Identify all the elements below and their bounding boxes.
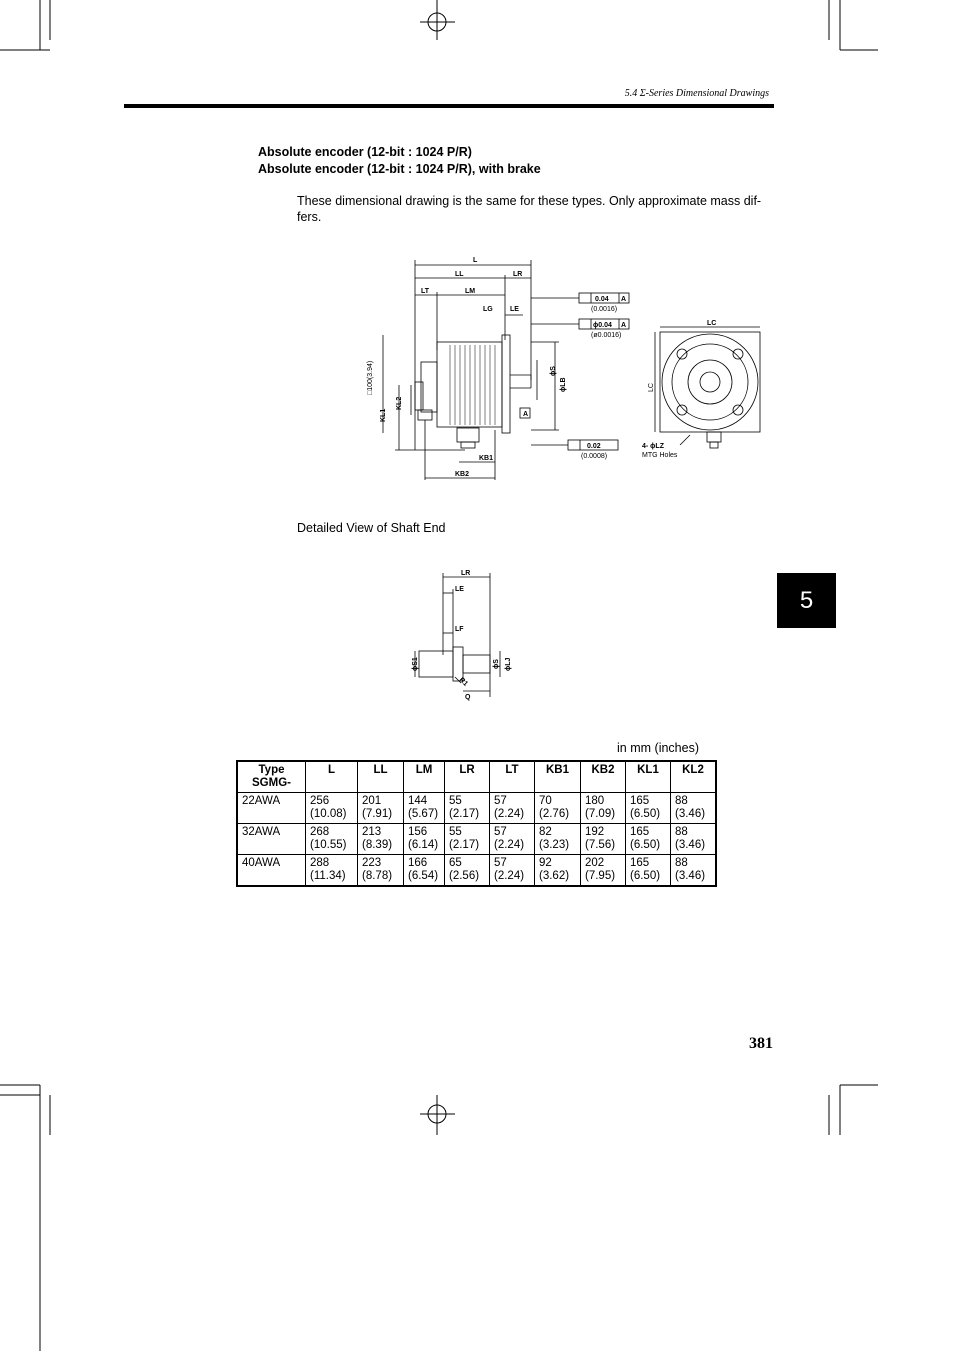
- table-cell: 88 (3.46): [671, 793, 717, 824]
- table-cell: 55 (2.17): [445, 793, 490, 824]
- dim-S: ϕS: [550, 366, 557, 376]
- table-row: [237, 855, 716, 887]
- shaft-LR: LR: [461, 570, 471, 577]
- dim-box: □100(3.94): [367, 360, 374, 395]
- table-cell: 201 (7.91): [358, 793, 404, 824]
- section-title-2: Absolute encoder (12-bit : 1024 P/R), with brake: [258, 162, 541, 176]
- col-KB1: KB1: [535, 761, 581, 793]
- dim-LC: LC: [707, 320, 717, 327]
- datum-A: A: [523, 411, 529, 418]
- table-cell: 57 (2.24): [490, 855, 535, 887]
- tol-concentricity-ref: A: [621, 322, 627, 329]
- dim-LC-side: LC: [648, 383, 655, 392]
- table-cell: 192 (7.56): [581, 824, 626, 855]
- shaft-LE: LE: [455, 586, 464, 593]
- dim-KL2: KL2: [396, 396, 403, 410]
- table-cell: 256 (10.08): [306, 793, 358, 824]
- chapter-tab: 5: [777, 573, 836, 628]
- col-L: L: [306, 761, 358, 793]
- dim-LT: LT: [421, 288, 430, 295]
- table-cell: 65 (2.56): [445, 855, 490, 887]
- shaft-LJ: ϕLJ: [505, 657, 512, 671]
- table-cell: 288 (11.34): [306, 855, 358, 887]
- table-cell: 268 (10.55): [306, 824, 358, 855]
- dim-KL1: KL1: [380, 408, 387, 422]
- tol-concentricity-in: (ø0.0016): [591, 332, 622, 339]
- table-row: [237, 793, 716, 824]
- dim-LM: LM: [465, 288, 476, 295]
- table-cell: 165 (6.50): [626, 824, 671, 855]
- intro-paragraph: These dimensional drawing is the same for these types. Only approximate mass dif-fers.: [297, 194, 762, 224]
- table-cell: 55 (2.17): [445, 824, 490, 855]
- table-cell: 213 (8.39): [358, 824, 404, 855]
- table-cell: 40AWA: [237, 855, 306, 887]
- tol-perpendicularity-ref: A: [621, 296, 627, 303]
- dim-LE: LE: [510, 306, 519, 313]
- shaft-LF: LF: [455, 626, 464, 633]
- table-cell: 82 (3.23): [535, 824, 581, 855]
- dim-L: L: [473, 257, 478, 264]
- units-note: in mm (inches): [617, 741, 699, 755]
- table-cell: 144 (5.67): [404, 793, 445, 824]
- table-cell: 92 (3.62): [535, 855, 581, 887]
- dim-KB1: KB1: [479, 455, 494, 462]
- table-cell: 57 (2.24): [490, 793, 535, 824]
- table-cell: 156 (6.14): [404, 824, 445, 855]
- col-KB2: KB2: [581, 761, 626, 793]
- tol-runout-in: (0.0008): [581, 453, 608, 460]
- tol-perpendicularity: 0.04: [595, 296, 609, 303]
- shaft-S1: ϕS1: [412, 657, 419, 671]
- running-header: 5.4 Σ-Series Dimensional Drawings: [624, 88, 769, 99]
- col-LM: LM: [404, 761, 445, 793]
- tol-runout: 0.02: [587, 443, 601, 450]
- dim-LB: ϕLB: [560, 377, 567, 392]
- table-cell: 165 (6.50): [626, 855, 671, 887]
- header-rule: [124, 104, 774, 108]
- shaft-end-drawing: [405, 565, 535, 705]
- col-LT: LT: [490, 761, 535, 793]
- table-cell: 180 (7.09): [581, 793, 626, 824]
- col-LL: LL: [358, 761, 404, 793]
- table-cell: 70 (2.76): [535, 793, 581, 824]
- col-KL1: KL1: [626, 761, 671, 793]
- dim-LG: LG: [483, 306, 493, 313]
- table-cell: 57 (2.24): [490, 824, 535, 855]
- col-LR: LR: [445, 761, 490, 793]
- section-title-1: Absolute encoder (12-bit : 1024 P/R): [258, 145, 472, 159]
- table-header-row: [237, 761, 716, 793]
- page-number: 381: [749, 1035, 773, 1052]
- table-cell: 166 (6.54): [404, 855, 445, 887]
- table-cell: 32AWA: [237, 824, 306, 855]
- dim-KB2: KB2: [455, 471, 470, 478]
- col-KL2: KL2: [671, 761, 717, 793]
- table-cell: 88 (3.46): [671, 855, 717, 887]
- tol-perpendicularity-in: (0.0016): [591, 306, 618, 313]
- table-cell: 22AWA: [237, 793, 306, 824]
- table-row: [237, 824, 716, 855]
- shaft-R: R1: [457, 676, 469, 688]
- shaft-Q: Q: [465, 694, 471, 701]
- dim-LL: LL: [455, 271, 464, 278]
- dimension-table: [236, 760, 717, 887]
- dim-LZ: 4- ϕLZ: [642, 443, 664, 450]
- table-cell: 202 (7.95): [581, 855, 626, 887]
- shaft-caption: Detailed View of Shaft End: [297, 521, 446, 535]
- table-cell: 165 (6.50): [626, 793, 671, 824]
- tol-concentricity: ϕ0.04: [593, 322, 612, 329]
- shaft-S: ϕS: [493, 659, 500, 669]
- table-cell: 88 (3.46): [671, 824, 717, 855]
- col-type: Type SGMG-: [237, 761, 306, 793]
- dim-LR: LR: [513, 271, 523, 278]
- motor-dimensional-drawing: [355, 250, 795, 485]
- table-cell: 223 (8.78): [358, 855, 404, 887]
- mtg-holes: MTG Holes: [642, 452, 678, 459]
